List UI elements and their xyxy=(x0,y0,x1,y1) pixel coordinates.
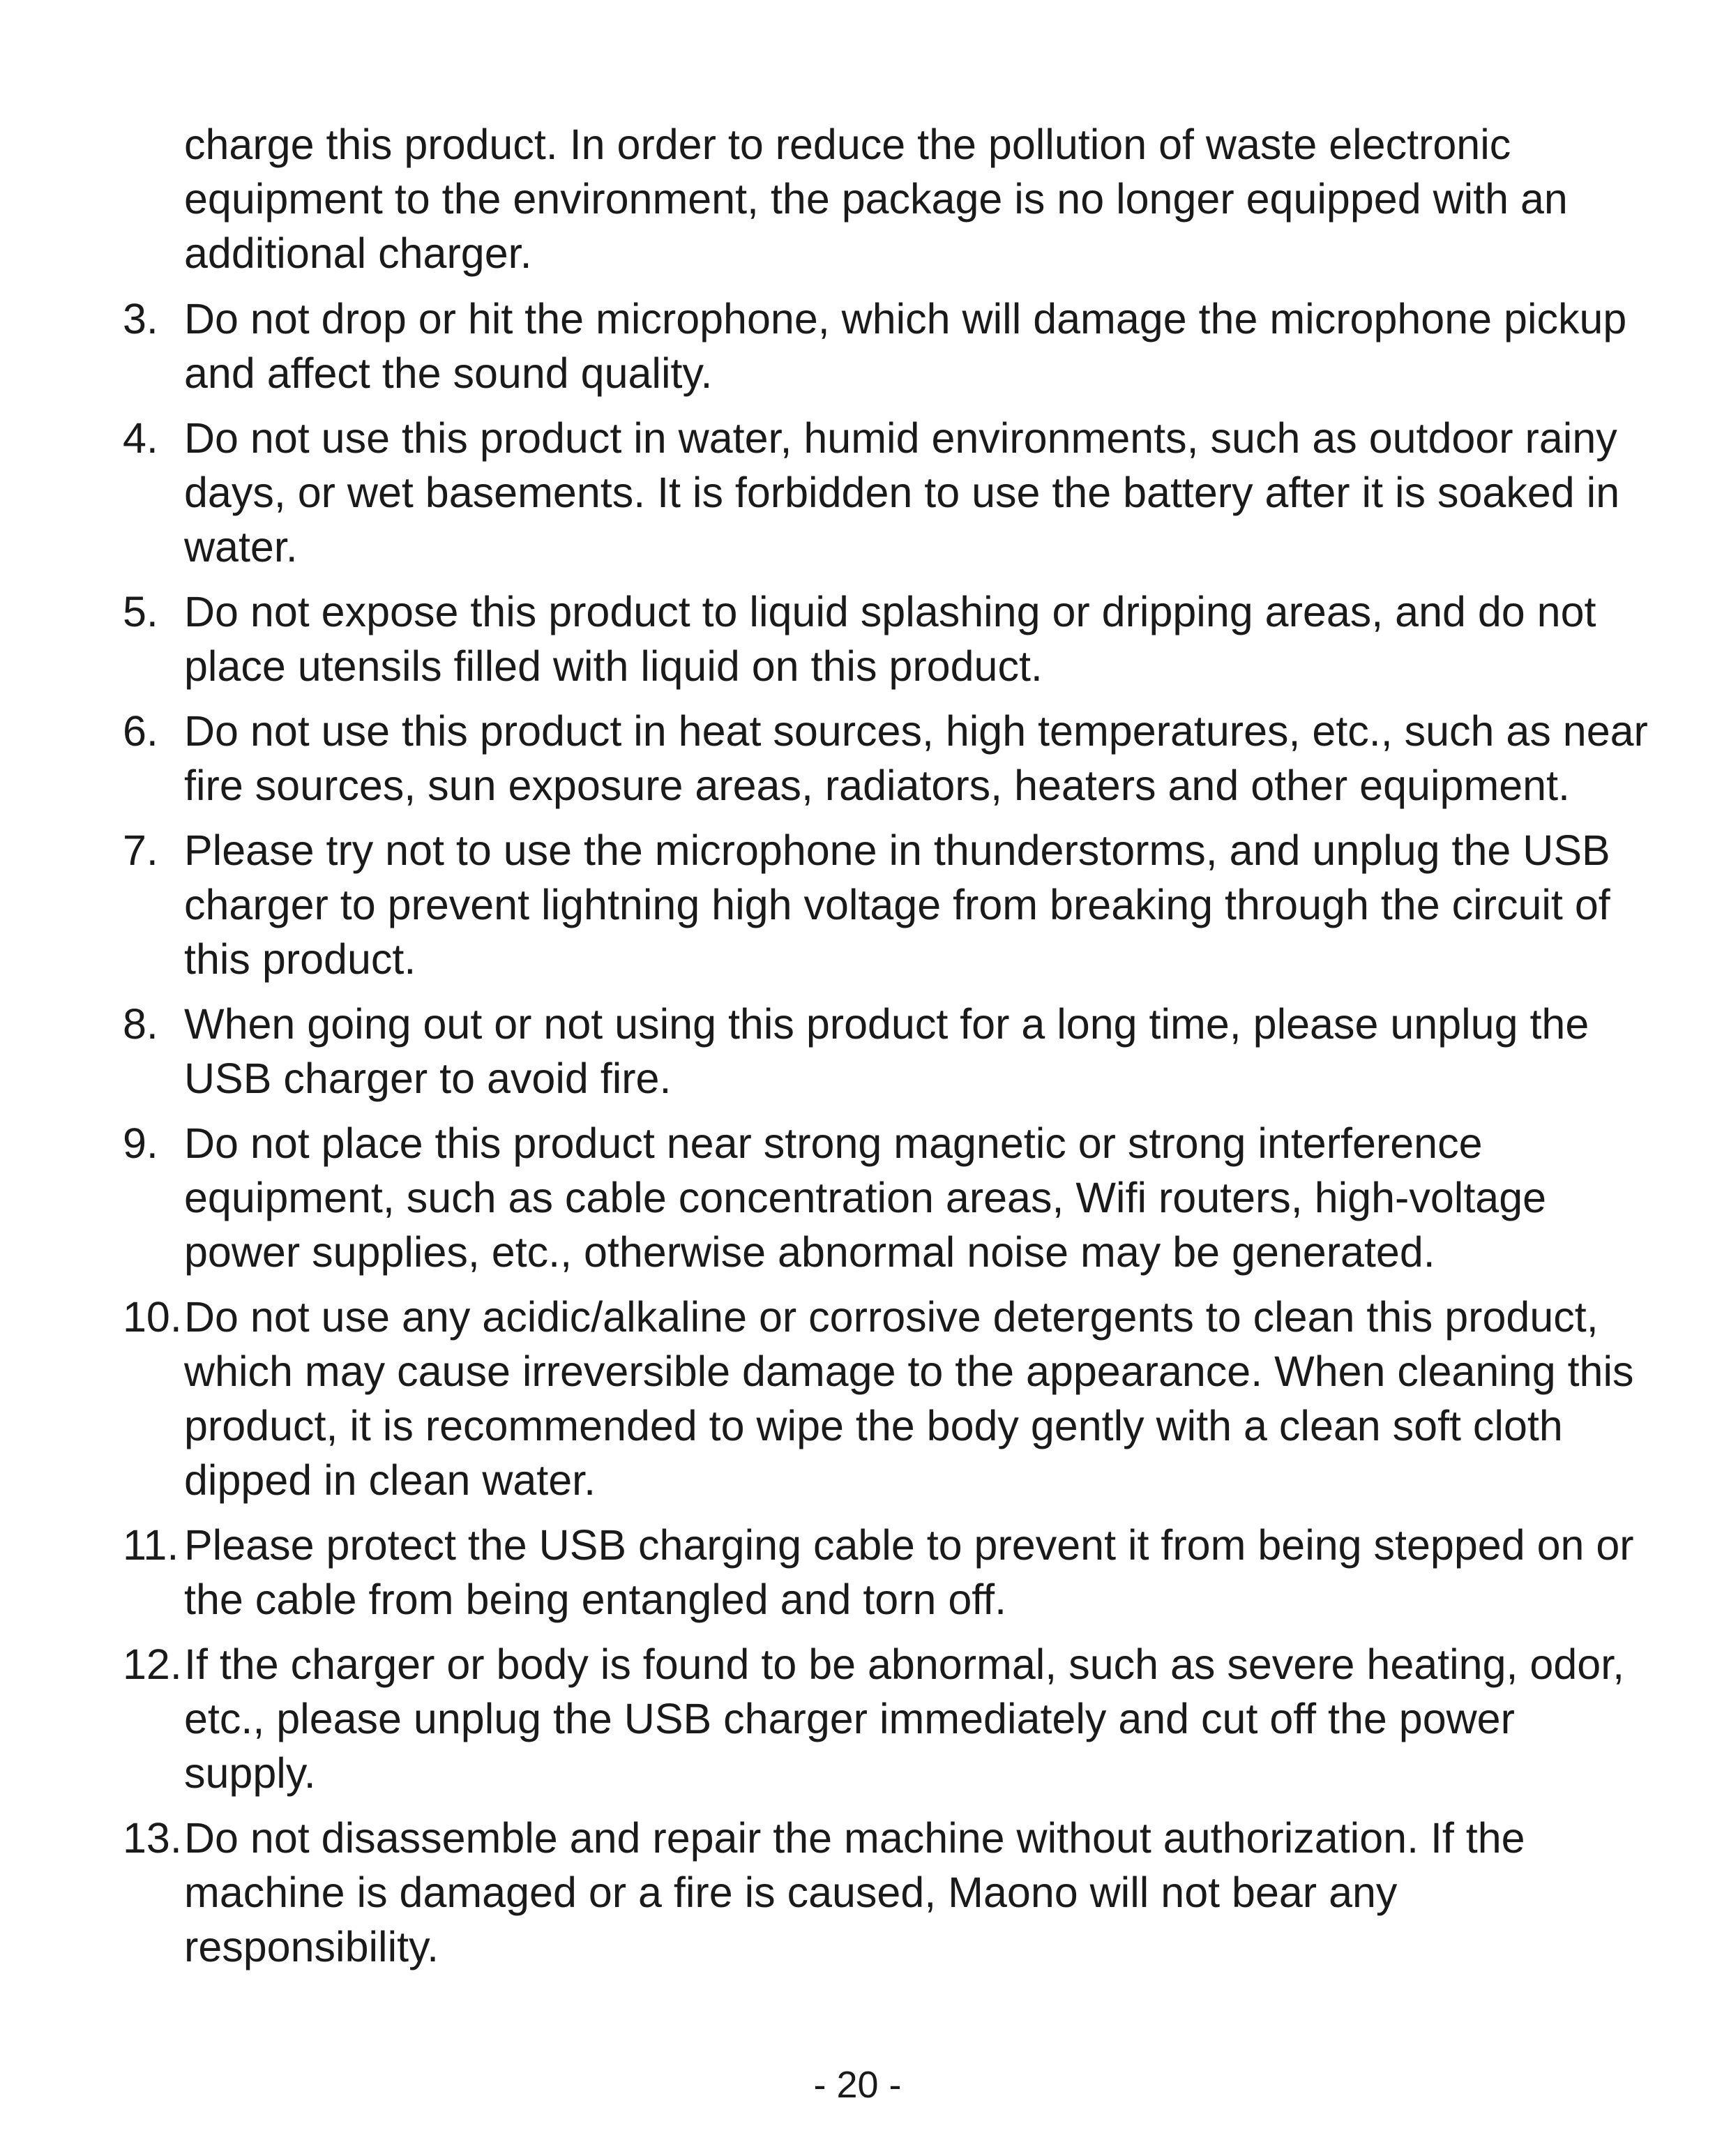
item-text: Do not use any acidic/alkaline or corrosive detergents to clean this product, which may cause irreversible damage to the appearance. When cleaning this product, it is recommended to wipe the body gently with a clean soft cloth dipped in clean water. xyxy=(184,1293,1634,1504)
list-item xyxy=(0,997,1649,1106)
list-item xyxy=(0,1116,1649,1279)
safety-list xyxy=(0,292,1715,1984)
item-number: 7. xyxy=(123,827,158,874)
list-item xyxy=(0,1518,1649,1627)
item-number: 5. xyxy=(123,588,158,635)
list-item xyxy=(0,585,1649,693)
item-text: Do not drop or hit the microphone, which will damage the microphone pickup and affect the sound quality. xyxy=(184,295,1627,397)
list-item xyxy=(0,704,1649,813)
list-item xyxy=(0,1811,1649,1974)
item-text: Do not use this product in heat sources, high temperatures, etc., such as near fire sources, sun exposure areas, radiators, heaters and other equipment. xyxy=(184,707,1648,809)
continuation-paragraph: charge this product. In order to reduce the pollution of waste electronic equipment to the environment, the package is no longer equipped with an additional charger. xyxy=(184,121,1568,277)
item-number: 4. xyxy=(123,414,158,462)
item-text: Do not place this product near strong magnetic or strong interference equipment, such as cable concentration areas, Wifi routers, high-voltage power supplies, etc., otherwise abnormal noise may be generated. xyxy=(184,1120,1547,1276)
item-number: 9. xyxy=(123,1120,158,1167)
item-text: Please try not to use the microphone in thunderstorms, and unplug the USB charger to prevent lightning high voltage from breaking through the circuit of this product. xyxy=(184,827,1610,983)
item-text: Do not use this product in water, humid environments, such as outdoor rainy days, or wet basements. It is forbidden to use the battery after it is soaked in water. xyxy=(184,414,1620,571)
list-item xyxy=(0,823,1649,986)
item-text: Please protect the USB charging cable to prevent it from being stepped on or the cable from being entangled and torn off. xyxy=(184,1521,1634,1623)
list-item xyxy=(0,292,1649,400)
item-number: 10. xyxy=(123,1293,182,1341)
item-number: 3. xyxy=(123,295,158,342)
list-item xyxy=(0,411,1649,574)
list-item xyxy=(0,1637,1649,1800)
item-number: 6. xyxy=(123,707,158,755)
page-number: - 20 - xyxy=(813,2064,902,2106)
list-item xyxy=(0,1290,1649,1507)
item-number: 8. xyxy=(123,1000,158,1048)
item-text: Do not disassemble and repair the machine without authorization. If the machine is damaged or a fire is caused, Maono will not bear any responsibility. xyxy=(184,1814,1525,1970)
item-text: When going out or not using this product for a long time, please unplug the USB charger to avoid fire. xyxy=(184,1000,1589,1102)
item-text: Do not expose this product to liquid splashing or dripping areas, and do not place utensils filled with liquid on this product. xyxy=(184,588,1596,690)
item-number: 13. xyxy=(123,1814,182,1862)
item-text: If the charger or body is found to be abnormal, such as severe heating, odor, etc., please unplug the USB charger immediately and cut off the power supply. xyxy=(184,1641,1625,1797)
item-number: 11. xyxy=(123,1521,179,1569)
item-number: 12. xyxy=(123,1641,182,1688)
